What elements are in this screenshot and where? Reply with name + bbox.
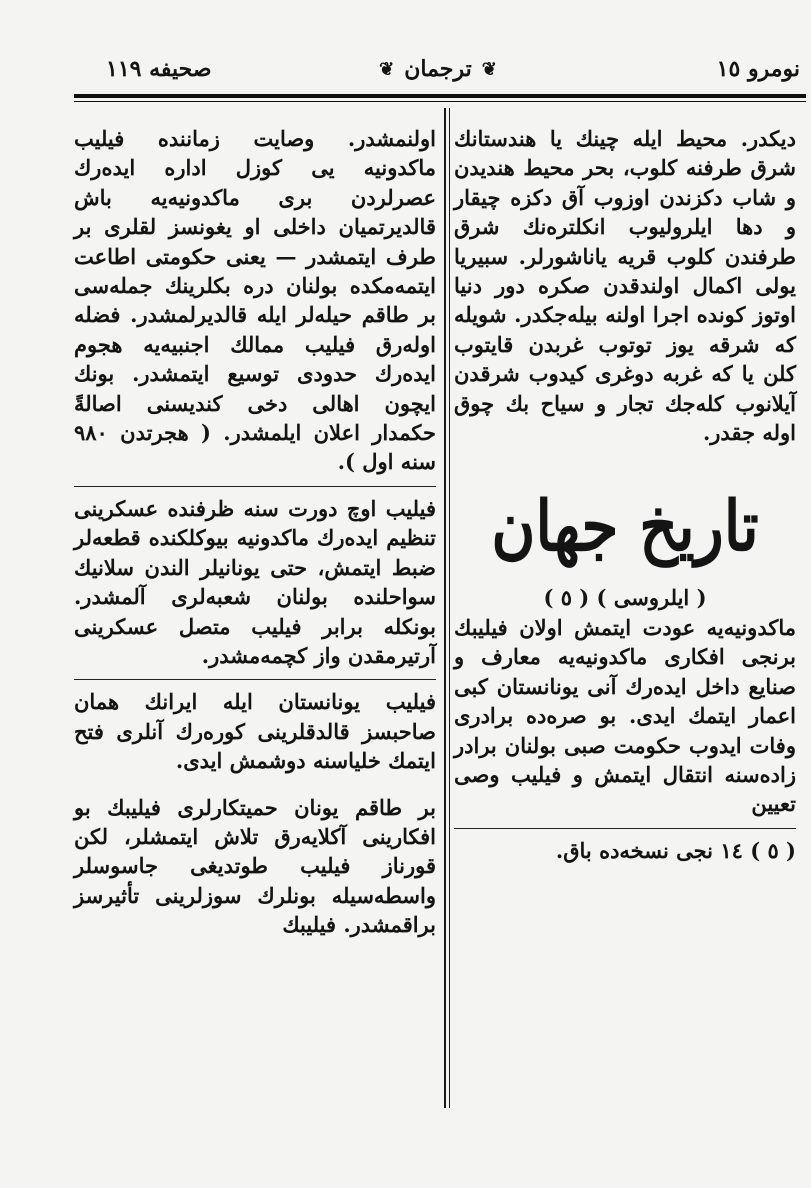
footnote: ( ٥ ) ١٤ نجی نسخه‌ده باق. [555,837,796,863]
column-divider [444,108,446,1108]
page-header [70,56,806,92]
paragraph-divider [74,486,436,487]
header-rule-thin [74,101,806,102]
article-paragraph: دیکدر. محیط ایله چینك یا هندستانك شرق طرفنه کلوب، بحر محیط هندیدن و شاب دکزندن اوزوب آق دکزه چیقار و دها ایلرولیوب انکلتره‌نك شرق طرفندن کلوب قریه یاناشورلر. سبیریا یولی اکمال اولندقدن صکره دور دنیا اوتوز کونده اجرا اولنه بیله‌جکدر. شویله که شرقه یوز توتوب غربدن قایتوب کلن یا که غربه دوغری کیدوب شرقدن آیلانوب کله‌جك تجار و سیاح بك چوق اوله جقدر. [454,126,796,446]
article-paragraph: ماکدونیه‌یه عودت ایتمش اولان فیلیبك برنجی افکاری ماکدونیه‌یه معارف و صنایع داخل ایده‌رك آنی یونانستان کبی اعمار ایتمك ایدی. بو صره‌ده برادری وفات ایدوب حکومت صبی بولنان برادر زاده‌سنه انتقال ایتمش و فیلیب وصی تعیین [454,614,796,817]
paragraph-divider [74,679,436,680]
article-paragraph: فیلیب اوچ دورت سنه ظرفنده عسکرینی تنظیم ایده‌رك ماکدونیه بیوکلکنده قطعه‌لر ضبط ایتمش، حتی یونانیلر الندن سلانیك سواحلنده بولنان شعبه‌لری آلمشدر. بونکله برابر فیلیب متصل عسکرینی آرتیرمقدن واز کچمه‌مشدر. [74,495,436,668]
article-subtitle: ( ایلروسی ) ( ٥ ) [543,585,707,611]
article-heading [454,487,796,567]
article-paragraph: بر طاقم یونان حمیتکارلری فیلیبك بو افکارینی آکلایه‌رق تلاش ایتمشلر، لکن قورناز فیلیب طوتدیغی جاسوسلر واسطه‌سیله بونلرك سوزلرینی تأثیرسز براقمشدر. فیلیبك [74,794,436,938]
newspaper-masthead [379,56,497,82]
ornament-icon: ❦ [481,58,497,80]
footnote-divider [454,828,796,829]
paragraph-gap [74,785,436,786]
newspaper-name: ترجمان [404,56,472,82]
page-number: صحیفه ١١٩ [106,56,212,82]
ornament-icon: ❦ [379,58,395,80]
issue-number: نومرو ١٥ [716,56,800,82]
left-column [74,124,436,940]
article-paragraph: فیلیب یونانستان ایله ایرانك همان صاحبسز قالدقلرینی کوره‌رك آنلری فتح ایتمك خلیاسنه دوشمش ایدی. [74,689,436,774]
article-title: تاریخ جهان [491,487,759,568]
header-rule-thick [74,94,806,98]
column-divider [449,108,450,1108]
article-paragraph: اولنمشدر. وصایت زماننده فیلیب ماکدونیه یی کوزل اداره ایده‌رك عصرلردن بری ماکدونیه‌یه باش قالدیرتمیان داخلی او یغونسز لقلری بر طرف ایتمشدر — یعنی حکومتی اطاعت ایتمه‌مکده بولنان دره بکلرینك جمله‌سی بر طاقم حیله‌لر ایله قالدیرلمشدر. فضله اوله‌رق فیلیب ممالك اجنبیه‌یه هجوم ایده‌رك حدودی توسیع ایتمشدر. بونك ایچون اهالی دخی کندیسنی اصالةً حکمدار اعلان ایلمشدر. ( هجرتدن ٩٨٠ سنه اول ). [74,126,436,475]
right-column [454,124,796,865]
